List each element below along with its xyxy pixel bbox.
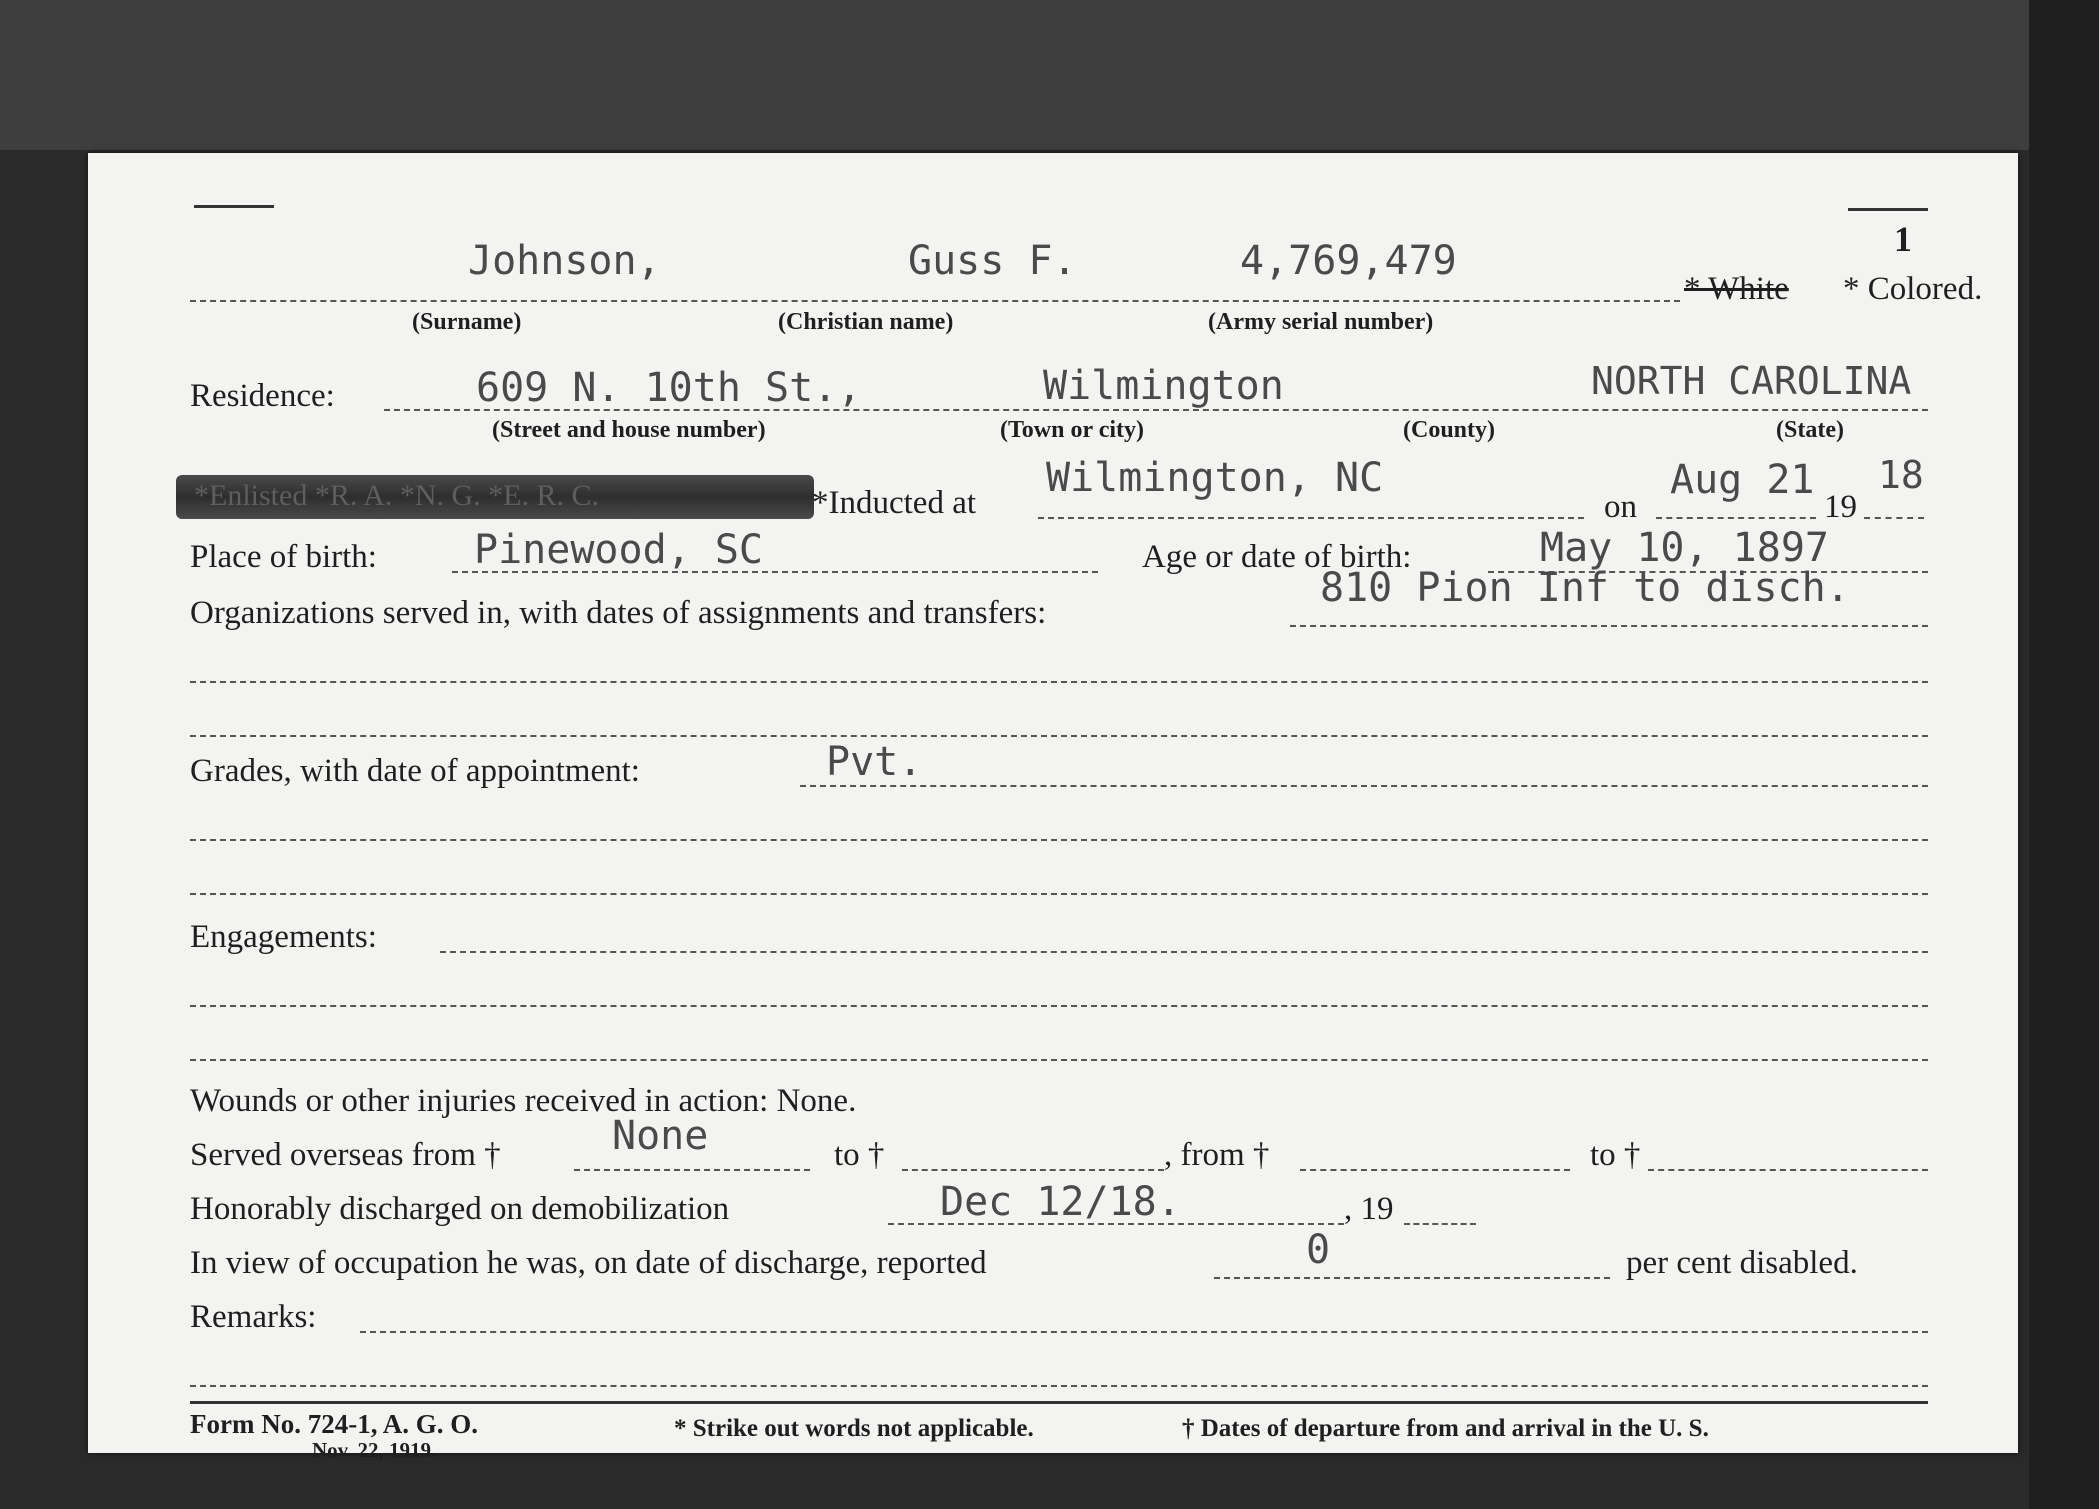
background-top xyxy=(0,0,2099,150)
form-date: Nov. 22, 1919. xyxy=(312,1438,437,1462)
disabled-percent-line xyxy=(1214,1277,1610,1279)
residence-street-value: 609 N. 10th St., xyxy=(476,365,862,411)
engagements-line-2 xyxy=(190,1005,1928,1007)
engagements-line-3 xyxy=(190,1059,1928,1061)
serial-number-value: 4,769,479 xyxy=(1240,238,1457,284)
discharged-year-label: , 19 xyxy=(1344,1191,1394,1227)
race-white-label xyxy=(1684,271,1789,308)
wounds-label: Wounds or other injuries received in action: None. xyxy=(190,1083,857,1119)
place-of-birth-value: Pinewood, SC xyxy=(474,527,763,573)
footnote-strike-out: * Strike out words not applicable. xyxy=(674,1415,1034,1442)
organizations-value: 810 Pion Inf to disch. xyxy=(1320,565,1850,611)
overseas-to-line xyxy=(902,1169,1164,1171)
overseas-to-label: to † xyxy=(834,1137,885,1173)
service-record-card xyxy=(88,153,2018,1462)
caption-state: (State) xyxy=(1776,417,1844,443)
on-label: on xyxy=(1604,489,1637,525)
organizations-line-2 xyxy=(190,681,1928,683)
residence-state-value: NORTH CAROLINA xyxy=(1591,359,1912,403)
organizations-line-3 xyxy=(190,735,1928,737)
organizations-line-1 xyxy=(1290,625,1928,627)
grades-value: Pvt. xyxy=(826,739,923,785)
grades-label: Grades, with date of appointment: xyxy=(190,753,640,789)
grades-line-2 xyxy=(190,839,1928,841)
disabled-suffix: per cent disabled. xyxy=(1626,1245,1858,1281)
disabled-percent-value: 0 xyxy=(1306,1227,1331,1273)
enlisted-options-text: *Enlisted *R. A. *N. G. *E. R. C. xyxy=(194,479,600,512)
name-line xyxy=(190,300,1680,302)
background-right xyxy=(2029,0,2099,1509)
residence-town-value: Wilmington xyxy=(1043,363,1284,409)
occupation-label: In view of occupation he was, on date of discharge, reported xyxy=(190,1245,987,1281)
redacted-enlisted-options xyxy=(176,475,814,519)
inducted-year-value: 18 xyxy=(1878,453,1924,497)
remarks-line-2 xyxy=(190,1385,1928,1387)
birth-date-value: May 10, 1897 xyxy=(1540,525,1829,571)
caption-serial-number: (Army serial number) xyxy=(1208,309,1434,335)
inducted-label: *Inducted at xyxy=(812,485,977,521)
inducted-place-value: Wilmington, NC xyxy=(1046,455,1384,501)
served-overseas-value: None xyxy=(612,1113,709,1159)
footnote-dates: † Dates of departure from and arrival in the U. S. xyxy=(1182,1415,1709,1442)
place-of-birth-line xyxy=(452,571,1098,573)
inducted-year-line xyxy=(1864,517,1924,519)
top-left-rule xyxy=(194,205,274,208)
organizations-label: Organizations served in, with dates of assignments and transfers: xyxy=(190,595,1047,631)
race-white: * White xyxy=(1684,271,1789,307)
card-number: 1 xyxy=(1894,219,1912,259)
caption-christian-name: (Christian name) xyxy=(778,309,954,335)
residence-label: Residence: xyxy=(190,378,335,414)
overseas-from-line-2 xyxy=(1300,1169,1570,1171)
race-colored-label: * Colored. xyxy=(1843,271,1983,307)
overseas-from-label-2: , from † xyxy=(1164,1137,1270,1173)
discharged-line xyxy=(888,1223,1344,1225)
inducted-date-value: Aug 21 xyxy=(1670,457,1815,503)
engagements-line-1 xyxy=(440,951,1928,953)
overseas-to-label-2: to † xyxy=(1590,1137,1641,1173)
grades-line-1 xyxy=(800,785,1928,787)
top-right-rule xyxy=(1848,208,1928,211)
form-number: Form No. 724-1, A. G. O. xyxy=(190,1409,478,1439)
caption-town: (Town or city) xyxy=(1000,417,1144,443)
remarks-label: Remarks: xyxy=(190,1299,317,1335)
caption-surname: (Surname) xyxy=(412,309,522,335)
inducted-year-prefix: 19 xyxy=(1824,489,1857,525)
footer-rule xyxy=(190,1401,1928,1404)
inducted-date-line xyxy=(1656,517,1816,519)
overseas-to-line-2 xyxy=(1648,1169,1928,1171)
surname-value: Johnson, xyxy=(468,238,661,284)
overseas-from-line xyxy=(574,1169,810,1171)
served-overseas-label: Served overseas from † xyxy=(190,1137,501,1173)
place-of-birth-label: Place of birth: xyxy=(190,539,377,575)
caption-street: (Street and house number) xyxy=(492,417,766,443)
caption-county: (County) xyxy=(1403,417,1496,443)
discharged-value: Dec 12/18. xyxy=(940,1179,1181,1225)
discharged-year-line xyxy=(1404,1223,1476,1225)
age-label: Age or date of birth: xyxy=(1142,539,1412,575)
grades-line-3 xyxy=(190,893,1928,895)
christian-name-value: Guss F. xyxy=(908,238,1077,284)
discharged-label: Honorably discharged on demobilization xyxy=(190,1191,730,1227)
engagements-label: Engagements: xyxy=(190,919,377,955)
remarks-line-1 xyxy=(360,1331,1928,1333)
inducted-place-line xyxy=(1038,517,1584,519)
